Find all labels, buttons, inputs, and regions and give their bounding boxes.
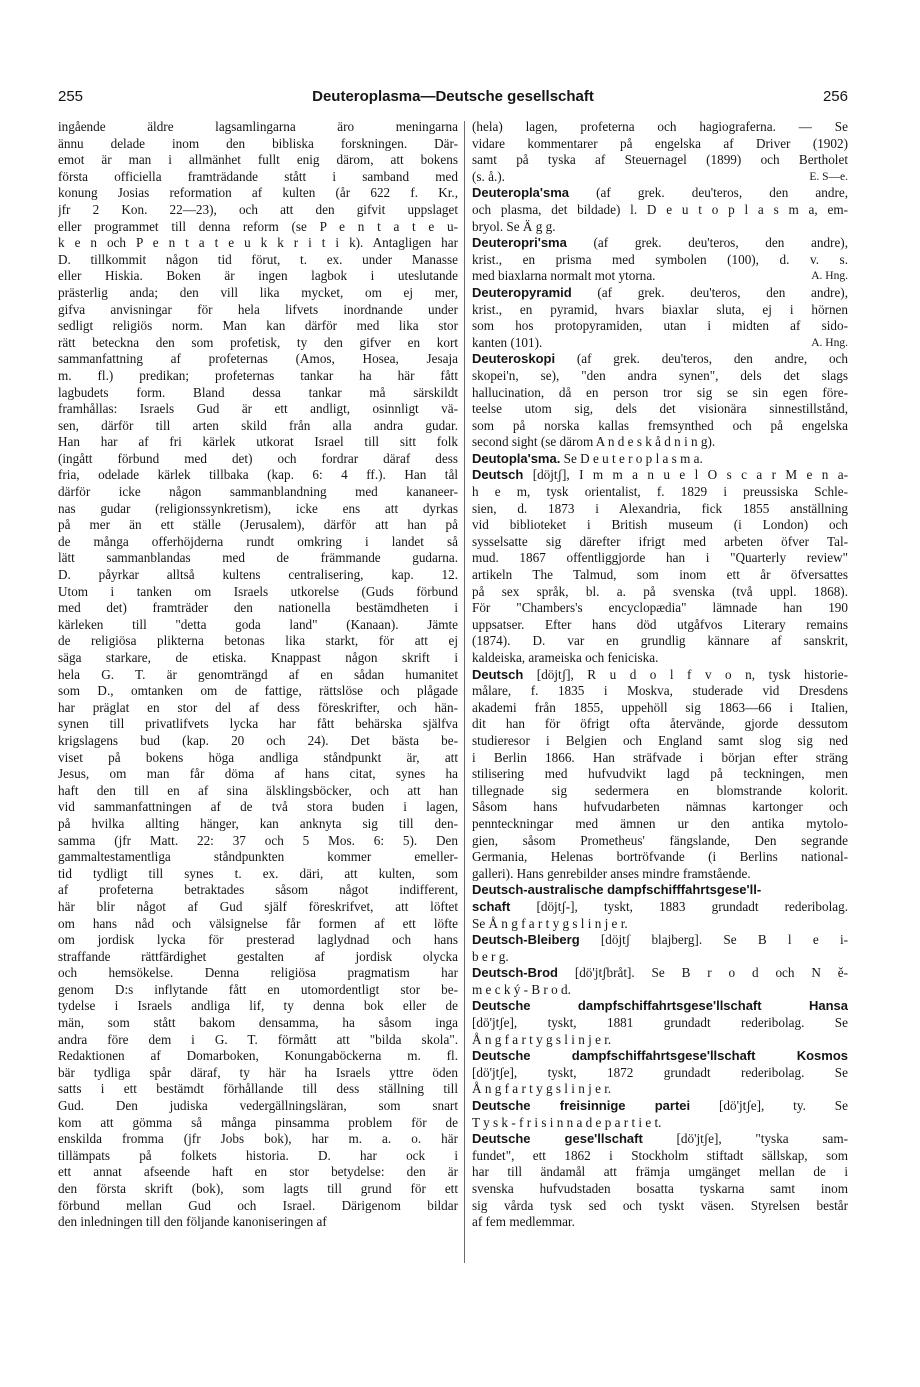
text-line (472, 202, 848, 219)
text-line (472, 783, 848, 800)
text-line (472, 119, 848, 136)
entry-headline (472, 899, 848, 916)
text-line: tydelse i Israels andliga lif, ty denna bok eller de (58, 998, 458, 1014)
text-line: hela G. T. är genomträngd af en sådan humanitet (58, 666, 458, 682)
entry-text: kaldeiska, aramеiska och feniciska. (472, 650, 659, 665)
text-line (472, 136, 848, 153)
text-line: bär tydliga spår däraf, ty här ha Israels yttre öden (58, 1064, 458, 1080)
text-line: lätt sammanblandas med de främmande gudarna. (58, 550, 458, 566)
text-line (472, 650, 848, 667)
entry-text: [dö'jtʃe], "tyska sam- (642, 1131, 848, 1147)
text-line: emot är man i allmänhet fullt enig därom, att bokens (58, 152, 458, 168)
headword: Deutsch-Brod (472, 965, 558, 981)
headword: Deutsche gese'llschaft (472, 1131, 643, 1147)
page-number-right: 256 (822, 88, 848, 105)
author-signature: E. S—e. (809, 170, 848, 183)
text-line: gammaltestamentliga ståndpunkten kommer emeller- (58, 849, 458, 865)
text-line (472, 833, 848, 850)
text-line (472, 550, 848, 567)
text-line (472, 1148, 848, 1165)
text-line: första officiella framträdande stått i samband med (58, 168, 458, 184)
entry-text: Å n g f a r t y g s l i n j e r. (472, 1081, 612, 1097)
text-line (472, 152, 848, 169)
entry-text: med biaxlarna normalt mot ytorna. (472, 268, 656, 284)
entry-text: [döjtʃ blajberg]. Se B l e i- (579, 932, 848, 948)
text-line (472, 600, 848, 617)
text-line (472, 716, 848, 733)
text-line: som D., omtanken om de fattige, rättslöse och plågade (58, 683, 458, 699)
entry-text: [dö'jtʃe], tyskt, 1872 grundadt rederibolag. Se (472, 1064, 848, 1080)
entry-text: Såsom hans hufvudarbeten nämnas kartonger och (472, 799, 848, 815)
entry-text: Germania, Helenas bortröfvande (i Berlins national- (472, 849, 848, 865)
text-line (472, 418, 848, 435)
right-column (472, 119, 848, 1231)
entry-text: (af grek. deu'teros, den andre), (571, 284, 848, 300)
entry-headline (472, 1131, 848, 1148)
text-line (472, 169, 848, 186)
entry-text: bryol. Se Ä g g. (472, 218, 556, 234)
text-line: krigslagens bud (kap. 20 och 24). Det bästa be- (58, 732, 458, 748)
entry-text: pennteckningar med ämnen ur den antika mytolo- (472, 815, 848, 831)
text-line (472, 733, 848, 750)
headword: Deutopla'sma. (472, 450, 561, 466)
text-line (472, 1081, 848, 1098)
text-line: säga starkare, de etiska. Knappast någon skrift i (58, 650, 458, 665)
text-line: har präglat en stor del af dess föreskrifter, och hän- (58, 699, 458, 715)
text-line (472, 982, 848, 999)
page-number-left: 255 (58, 88, 84, 105)
text-line (472, 1115, 848, 1132)
entry-text: i Berlin 1866. Han sträfvade i början efter sträng (472, 749, 848, 765)
column-divider (464, 121, 465, 1263)
entry-text: krist., en prisma med symbolen (100), d. v. s. (472, 251, 848, 267)
text-line: män, som stått bakom densamma, ha såsom inga (58, 1015, 458, 1031)
text-line (472, 1214, 848, 1231)
text-line: Redaktionen af Domarboken, Konungaböckerna m. fl. (58, 1048, 458, 1064)
text-line (472, 866, 848, 883)
text-line: den inledningen till den följande kanoniseringen af (58, 1214, 327, 1230)
entry-text: som på norska kallas fremsynthed och på engelska (472, 417, 848, 433)
entry-text: sien, d. 1873 i Alexandria, fick 1855 anställning (472, 500, 848, 516)
entry-headline (472, 932, 848, 949)
text-line: (ingått förbund med det) och fordrar däraf dess (58, 450, 458, 466)
text-line: på mer än ett ställe (Jerusalem), därför att han på (58, 517, 458, 533)
text-line: Han har af fri kärlek utkorat Israel till sitt folk (58, 434, 458, 450)
text-line: de många offerhöjderna rundt omkring i landet så (58, 533, 458, 549)
text-line (472, 1065, 848, 1082)
entry-headline (472, 965, 848, 982)
text-line: vid sammanfattningen af de två stora buden i lagen, (58, 799, 458, 815)
headword: schaft (472, 898, 511, 914)
text-line: satts i ett bestämdt förhållande till dess ställning till (58, 1081, 458, 1097)
text-line: fria, odelade kärlek tillbaka (kap. 6: 4 ff.). Han tål (58, 467, 458, 483)
text-line: sedligt religiös norm. Man kan därför med lika stor (58, 318, 458, 334)
text-line (472, 534, 848, 551)
text-line: jfr 2 Kon. 22—23), och att den gifvit uppslaget (58, 201, 458, 217)
text-line: k e n och P e n t a t e u k k r i t i k). Antagligen har (58, 235, 458, 251)
running-title: Deuteroplasma—Deutsche gesellschaft (312, 88, 594, 105)
text-line (472, 302, 848, 319)
text-line: kärleken till "detta goda land" (Kanaan). Jämte (58, 616, 458, 632)
entry-text: För "Chambers's encyclopædia" lämnade han 190 (472, 600, 848, 616)
entry-headline (472, 235, 848, 252)
entry-text: samt på tyska af Steuernagel (1899) och Bertholet (472, 152, 848, 168)
headword: Deuteroskopi (472, 351, 556, 367)
headword: Deuteropyramid (472, 284, 572, 300)
headword: Deutsch (472, 666, 524, 682)
entry-text: fundet", ett 1862 i Stockholm stiftadt sällskap, som (472, 1147, 848, 1163)
author-signature: A. Hng. (811, 270, 848, 283)
text-line: D. påyrkar alltså kultens centralisering, kap. 12. (58, 567, 458, 583)
entry-text: teelse utom sig, dels det visionära sinnestillstånd, (472, 401, 848, 417)
entry-text: som hos protopyramiden, utan i midten af sido- (472, 318, 848, 334)
entry-text: artikeln The Talmud, som inom ett år öfversattes (472, 567, 848, 583)
text-line (472, 633, 848, 650)
entry-headline (472, 285, 848, 302)
text-line: straffande rättfärdighet gestalten af jordisk olycka (58, 948, 458, 964)
text-line (472, 501, 848, 518)
entry-text: på sex språk, bl. a. på svenska (två uppl. 1868). (472, 583, 848, 599)
page-header (58, 88, 848, 110)
text-line: ännu delade inom den bibliska forskningen. Där- (58, 135, 458, 151)
text-line: kom att gömma så många pinsamma problem för de (58, 1114, 458, 1130)
entry-text: mud. 1867 offentliggjorde han i "Quarterly review" (472, 550, 848, 566)
entry-text: second sight (se därom A n d e s k å d n i n g). (472, 434, 716, 450)
text-line: om hans nåd och välsignelse får formen af ett löfte (58, 915, 458, 931)
text-line (472, 949, 848, 966)
entry-text: T y s k - f r i s i n n a d e p a r t i e t. (472, 1114, 662, 1130)
entry-text: [dö'jtʃe], ty. Se (690, 1098, 848, 1114)
entry-text: svenska hufvudstaden bosatta tyskarna samt inom (472, 1181, 848, 1196)
text-line: på hvilka allting hänger, kan anknyta sig till den- (58, 815, 458, 831)
text-line (472, 849, 848, 866)
text-line (472, 368, 848, 385)
entry-text: hallucination, då en person tror sig se sin egen före- (472, 384, 848, 400)
entry-text: [dö'jtʃe], tyskt, 1881 grundadt rederibolag. Se (472, 1015, 848, 1031)
text-line (472, 584, 848, 601)
entry-headline (472, 1048, 848, 1065)
entry-text: kanten (101). (472, 334, 543, 350)
entry-text: galleri). Hans genrebilder anses mindre framstående. (472, 865, 751, 881)
entry-text: (af grek. deu'teros, den andre, och (555, 351, 848, 367)
entry-text: (1874). D. var en grundlig kännare af sanskrit, (472, 633, 848, 649)
entry-headline (472, 998, 848, 1015)
entry-headline (472, 1098, 848, 1115)
text-line (472, 683, 848, 700)
text-line (472, 1181, 848, 1198)
entry-headline (472, 882, 848, 899)
text-line: de religiösa plikterna betonas lika starkt, för att ej (58, 633, 458, 649)
text-line: sammanfattning af profeternas (Amos, Hosea, Jesaja (58, 351, 458, 367)
text-line: förbund mellan Gud och Israel. Därigenom bildar (58, 1197, 458, 1213)
entry-text: (s. å.). (472, 168, 505, 184)
entry-headline (472, 667, 848, 684)
headword: Deuteropri'sma (472, 235, 567, 251)
text-line: om jordisk lycka för presterad laglydnad och hans (58, 932, 458, 948)
entry-text: Å n g f a r t y g s l i n j e r. (472, 1031, 612, 1047)
entry-headline (472, 351, 848, 368)
text-line: prästerlig anda; den vill lika mycket, om ej mer, (58, 284, 458, 300)
entry-text: [döjtʃ], R u d o l f v o n, tysk historie- (523, 666, 848, 682)
entry-text: (af grek. deu'teros, den andre), (566, 235, 848, 251)
text-line: den första skrift (bok), som lagts till grund för ett (58, 1181, 458, 1196)
headword: Deutsche dampfschiffahrtsgese'llschaft Kosmos (472, 1048, 848, 1064)
text-line: konung Josias reformation af kulten (år 622 f. Kr., (58, 185, 458, 201)
text-line: framhållas: Israels Gud är ett andligt, osinnligt vä- (58, 401, 458, 417)
text-line: lagbudets form. Bland dessa tankar må särskildt (58, 384, 458, 400)
text-line (472, 385, 848, 402)
text-line: ingående äldre lagsamlingarna äro meningarna (58, 119, 458, 134)
text-line: tillämpats på folkets historia. D. har ock i (58, 1147, 458, 1163)
author-signature: A. Hng. (811, 336, 848, 349)
text-line: D. tillkommit någon tid förut, t. ex. under Manasse (58, 251, 458, 267)
text-line: med det) framträder den nationella bestämdheten i (58, 600, 458, 616)
entry-headline (472, 185, 848, 202)
text-line: därför icke någon sammanblandning med kananeer- (58, 484, 458, 500)
headword: Deuteropla'sma (472, 185, 570, 201)
text-line (472, 268, 848, 285)
entry-headline (472, 451, 848, 468)
entry-text: dit han för öfrigt ofta återvände, gjorde dessutom (472, 716, 848, 732)
headword: Deutsch-Bleiberg (472, 932, 580, 948)
text-line: genom D:s inflytande fått en utomordentligt stor be- (58, 981, 458, 997)
entry-text: har till ändamål att främja umgänget mellan de i (472, 1164, 848, 1180)
headword: Deutsche freisinnige partei (472, 1098, 691, 1114)
entry-text: (hela) lagen, profeterna och hagiograferna. — Se (472, 119, 848, 134)
text-line: gifva anvisningar för hela lifvets inordnande under (58, 301, 458, 317)
text-line (472, 219, 848, 236)
text-line (472, 484, 848, 501)
headword: Deutsch (472, 467, 524, 483)
text-line (472, 335, 848, 352)
text-line (472, 401, 848, 418)
entry-text: uppsatser. Efter hans död utgåfvos Literary remains (472, 616, 848, 632)
entry-text: tillegnade sig sedermera en blomstrande kolorit. (472, 782, 848, 798)
text-line (472, 1015, 848, 1032)
text-line: här blir något af Gud själf föreskrifvet, att löftet (58, 898, 458, 914)
text-line (472, 766, 848, 783)
text-line: m. fl.) predikan; profeternas tankar ha här fått (58, 367, 458, 383)
text-line: Gud. Den judiska vedergällningsläran, som snart (58, 1098, 458, 1114)
entry-text: (af grek. deu'teros, den andre, (569, 185, 848, 201)
entry-text: akademi från 1855, uppehöll sig 1863—66 i Italien, (472, 699, 848, 715)
text-line: Jesus, om man får döma af hans citat, synes ha (58, 766, 458, 782)
text-line (472, 700, 848, 717)
text-line: och hemsökelse. Denna religiösa pragmatism har (58, 965, 458, 981)
text-line: synen till privatlifvets lycka har fått behärska själfva (58, 716, 458, 732)
entry-text: [döjtʃ], I m m a n u e l O s c a r M e n a- (523, 467, 848, 483)
entry-text: [döjtʃ-], tyskt, 1883 grundadt rederibolag. (510, 898, 848, 914)
text-line: haft den till en af sina älsklingsböcker, och att han (58, 782, 458, 798)
text-line (472, 1032, 848, 1049)
text-line (472, 567, 848, 584)
left-column (58, 119, 458, 1231)
text-line (472, 318, 848, 335)
entry-text: b e r g. (472, 948, 509, 964)
entry-text: vid biblioteket i British museum (i London) och (472, 517, 848, 533)
headword: Deutsche dampfschiffahrtsgese'llschaft Hansa (472, 998, 848, 1014)
text-line (472, 816, 848, 833)
text-line: andra före dem i G. T. förmått att "bilda skola". (58, 1031, 458, 1047)
text-line: samma (jfr Matt. 22: 37 och 5 Mos. 6: 5). Den (58, 832, 458, 848)
text-line: Utom i tanken om Israels utkorelse (Guds förbund (58, 583, 458, 599)
entry-headline (472, 467, 848, 484)
text-line (472, 799, 848, 816)
entry-text: sysselsatte sig därefter ifrigt med arbeten öfver Tal- (472, 533, 848, 549)
text-line: viset på bokens höga andliga ståndpunkt är, att (58, 749, 458, 765)
entry-text: gien, såsom Prometheus' fängslande, Den segrande (472, 832, 848, 848)
entry-text: [dö'jtʃbråt]. Se B r o d och N ě- (557, 965, 848, 981)
text-line (472, 750, 848, 767)
entry-text: af fem medlemmar. (472, 1214, 575, 1230)
text-line: rätt beteckna den som profetisk, ty den gifver en kort (58, 334, 458, 350)
text-line (472, 517, 848, 534)
text-line (472, 617, 848, 634)
text-line: ett annat afseende haft en stor betydelse: den är (58, 1164, 458, 1180)
entry-text: och plasma, det bildade) l. D e u t o p l a s m a, em- (472, 201, 848, 217)
entry-text: h e m, tysk orientalist, f. 1829 i preussiska Schle- (472, 484, 848, 500)
text-line (472, 1164, 848, 1181)
text-line: tid tydligt till synes t. ex. däri, att kulten, som (58, 865, 458, 881)
text-line (472, 252, 848, 269)
text-line: sen, därför till arten skild från alla andra gudar. (58, 417, 458, 433)
entry-text: vidare kommentarer på engelska af Driver (1902) (472, 135, 848, 151)
entry-text: Se D e u t e r o p l a s m a. (560, 450, 703, 466)
headword: Deutsch-australische dampfschifffahrtsgese'll- (472, 882, 762, 898)
text-line: af profeterna betraktades såsom något indifferent, (58, 882, 458, 898)
text-line: eller Hiskia. Boken är ingen lagbok i uteslutande (58, 268, 458, 284)
entry-text: studieresor i Belgien och England samt slog sig ned (472, 732, 848, 748)
text-line: eller programmet till denna reform (se P e n t a t e u- (58, 218, 458, 234)
entry-text: Se Å n g f a r t y g s l i n j e r. (472, 915, 628, 931)
entry-text: målare, f. 1835 i Moskva, studerade vid Dresdens (472, 683, 848, 699)
text-line (472, 916, 848, 933)
entry-text: skopei'n, se), "den andra synen", dels det slags (472, 367, 848, 383)
entry-text: stilisering med hufvudvikt lagd på teckningen, men (472, 766, 848, 782)
entry-text: m e c k ý - B r o d. (472, 981, 571, 997)
entry-text: sig vårda tysk sed och tyskt väsen. Styrelsen består (472, 1197, 848, 1213)
text-line (472, 1198, 848, 1215)
text-line (472, 434, 848, 451)
text-line: nas gudar (religionssynkretism), icke ens att dyrkas (58, 500, 458, 516)
entry-text: krist., en pyramid, hvars biaxlar sluta, ej i hörnen (472, 301, 848, 317)
text-line: enskilda fromma (jfr Jobs bok), har m. a. o. här (58, 1131, 458, 1147)
